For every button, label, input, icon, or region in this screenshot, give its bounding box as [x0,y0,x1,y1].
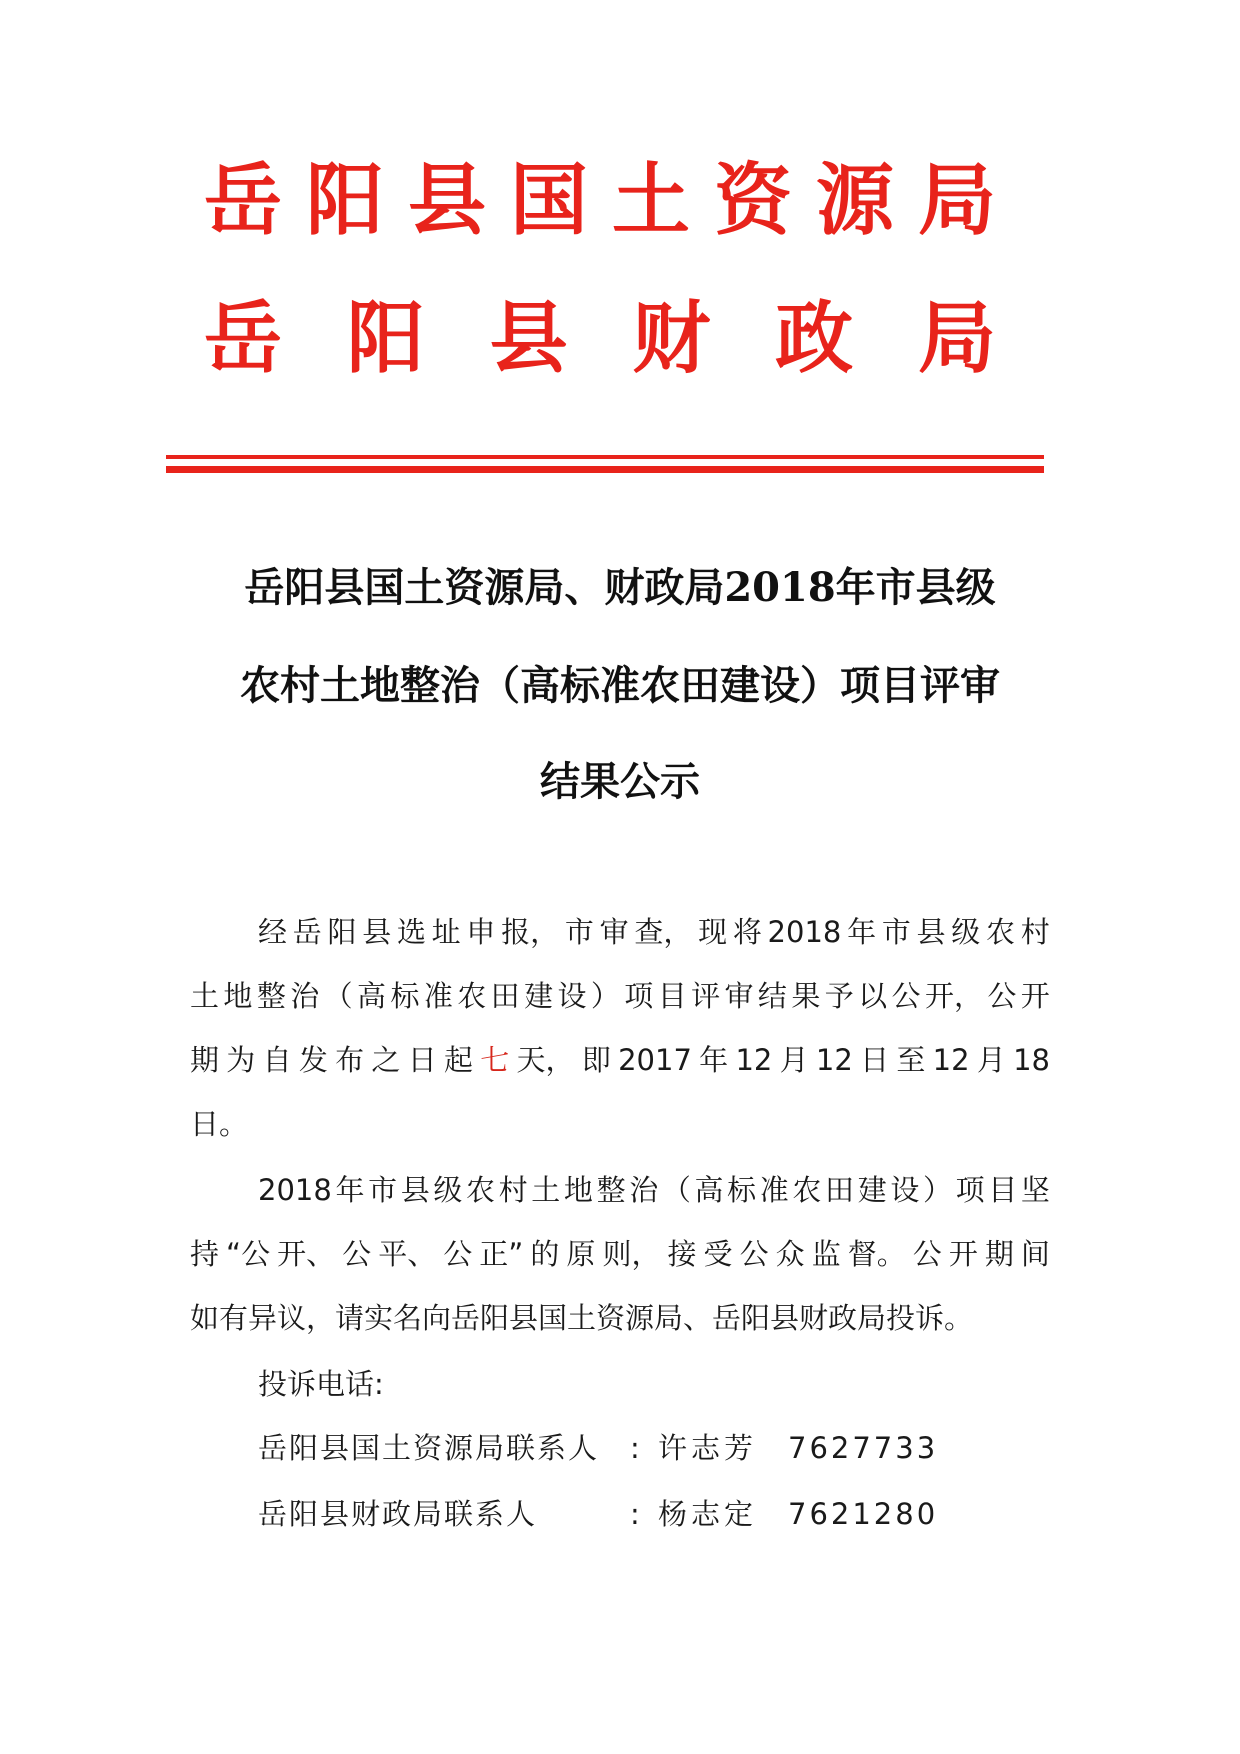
letterhead-char: 政 [775,293,854,384]
letterhead-char: 财 [632,293,711,384]
text-token: 12 [932,1043,970,1077]
text-token: 年 [699,1043,729,1077]
text-token: 农 [986,915,1016,949]
text-token: 督。 [847,1237,906,1271]
text-token: 农 [457,979,487,1013]
letterhead-char: 局 [917,155,996,246]
letterhead-char: 县 [489,293,568,384]
text-token: 正” [479,1237,524,1271]
text-token: 地 [563,1173,593,1207]
text-token: 开， [924,979,983,1013]
text-token: 岳 [292,915,322,949]
text-token: 目 [988,1173,1018,1207]
letterhead-rule-thin [166,455,1044,459]
text-token: 发 [298,1043,328,1077]
text-token: 坚 [1020,1173,1050,1207]
text-token: 村 [498,1173,528,1207]
text-token: 日 [860,1043,890,1077]
letterhead-char: 阳 [346,293,425,384]
text-token: 2018 [258,1173,332,1207]
highlight-duration: 七 [480,1043,510,1077]
letterhead [0,0,1240,500]
text-token: 布 [335,1043,365,1077]
text-token: 则， [602,1237,661,1271]
text-token: ） [922,1173,952,1207]
text-token: 将 [732,915,762,949]
text-token: 级 [951,915,981,949]
text-token: 设 [890,1173,920,1207]
letterhead-char: 县 [407,155,486,246]
text-token: 年 [847,915,877,949]
text-token: 审 [724,979,754,1013]
text-token: 审 [599,915,629,949]
text-token: 土 [531,1173,561,1207]
letterhead-char: 岳 [203,155,282,246]
text-token: 田 [490,979,520,1013]
text-token: 即 [581,1043,611,1077]
text-token: 项 [955,1173,985,1207]
text-token: 现 [698,915,728,949]
contact-org: 岳阳县国土资源局联系人 [258,1431,600,1465]
text-token: 结 [757,979,787,1013]
text-token: 接 [667,1237,697,1271]
text-token: 月 [976,1043,1006,1077]
text-token: 经 [258,915,288,949]
text-token: ） [590,979,620,1013]
text-token: 标 [727,1173,757,1207]
text-token: 2018 [767,915,842,949]
text-token: 公 [342,1237,372,1271]
text-token: 项 [624,979,654,1013]
text-token: 整 [596,1173,626,1207]
letterhead-char: 土 [611,155,690,246]
text-token: 期 [984,1237,1014,1271]
letterhead-rule-thick [166,466,1044,473]
text-token: 12 [735,1043,773,1077]
text-token: 评 [691,979,721,1013]
text-token: 以 [858,979,888,1013]
text-token: （ [323,979,353,1013]
contact-colon: : [630,1431,640,1465]
text-token: 高 [357,979,387,1013]
document-title-line-1: 岳阳县国土资源局、财政局2018年市县级 [244,564,996,611]
text-token: 受 [703,1237,733,1271]
text-token: 年 [335,1173,365,1207]
text-token: 为 [226,1043,256,1077]
text-token: 开 [1020,979,1050,1013]
text-token: 之 [371,1043,401,1077]
text-token: 阳 [327,915,357,949]
text-token: 果 [791,979,821,1013]
letterhead-char: 岳 [203,293,282,384]
text-token: 起 [443,1043,473,1077]
contact-phone: 7627733 [788,1431,939,1465]
text-token: 治 [290,979,320,1013]
text-token: 村 [1020,915,1050,949]
letterhead-char: 资 [713,155,792,246]
text-token: 土 [190,979,220,1013]
text-token: 农 [466,1173,496,1207]
contact-name: 许志芳 [658,1431,758,1465]
letterhead-char: 国 [509,155,588,246]
text-token: 予 [824,979,854,1013]
text-token: 设 [557,979,587,1013]
text-token: 持 [190,1237,220,1271]
contact-org: 岳阳县财政局联系人 [258,1497,538,1531]
text-token: 报， [501,915,560,949]
text-token: 的 [530,1237,560,1271]
paragraph-2-line-2 [190,1237,1050,1271]
text-token: 准 [423,979,453,1013]
text-token: 18 [1013,1043,1050,1077]
text-token: 12 [815,1043,853,1077]
text-token: 建 [524,979,554,1013]
text-token: 县 [362,915,392,949]
text-token: 市 [881,915,911,949]
text-token: 众 [775,1237,805,1271]
text-token: 查， [634,915,693,949]
text-token: 选 [396,915,426,949]
paragraph-2-line-1 [258,1173,1050,1207]
text-token: 田 [825,1173,855,1207]
text-token: 天， [516,1043,575,1077]
paragraph-1-line-3 [190,1043,1050,1077]
contact-colon: : [630,1497,640,1531]
text-token: 2017 [618,1043,692,1077]
text-token: 县 [916,915,946,949]
text-token: 标 [390,979,420,1013]
document-title-line-3: 结果公示 [540,758,700,805]
text-token: 间 [1020,1237,1050,1271]
text-token: 公 [912,1237,942,1271]
text-token: 申 [466,915,496,949]
text-token: 公 [987,979,1017,1013]
document-title-line-2: 农村土地整治（高标准农田建设）项目评审 [240,662,1000,709]
text-token: 监 [811,1237,841,1271]
text-token: 整 [256,979,286,1013]
text-token: 建 [857,1173,887,1207]
letterhead-char: 阳 [305,155,384,246]
text-token: 至 [896,1043,926,1077]
text-token: 原 [566,1237,596,1271]
text-token: 公 [891,979,921,1013]
text-token: 县 [400,1173,430,1207]
text-token: 开、 [277,1237,336,1271]
contact-phone: 7621280 [788,1497,939,1531]
text-token: 日 [407,1043,437,1077]
paragraph-1-line-1 [258,915,1050,949]
text-token: “公 [226,1237,271,1271]
contact-name: 杨志定 [658,1497,758,1531]
text-token: 公 [443,1237,473,1271]
letterhead-org-line-1 [200,155,1000,246]
text-token: 准 [759,1173,789,1207]
letterhead-char: 局 [917,293,996,384]
text-token: 高 [694,1173,724,1207]
text-token: （ [661,1173,691,1207]
text-token: 址 [431,915,461,949]
text-token: 目 [657,979,687,1013]
paragraph-1-line-4: 日。 [190,1107,249,1141]
letterhead-char: 源 [815,155,894,246]
text-token: 公 [739,1237,769,1271]
text-token: 开 [948,1237,978,1271]
text-token: 月 [779,1043,809,1077]
text-token: 市 [564,915,594,949]
paragraph-1-line-2 [190,979,1050,1013]
letterhead-org-line-2 [200,293,1000,384]
complaint-label: 投诉电话: [258,1367,384,1401]
text-token: 治 [629,1173,659,1207]
paragraph-2-line-3: 如有异议，请实名向岳阳县国土资源局、岳阳县财政局投诉。 [190,1301,974,1335]
text-token: 地 [223,979,253,1013]
text-token: 市 [368,1173,398,1207]
text-token: 级 [433,1173,463,1207]
text-token: 农 [792,1173,822,1207]
text-token: 期 [190,1043,220,1077]
text-token: 平、 [378,1237,437,1271]
text-token: 自 [262,1043,292,1077]
